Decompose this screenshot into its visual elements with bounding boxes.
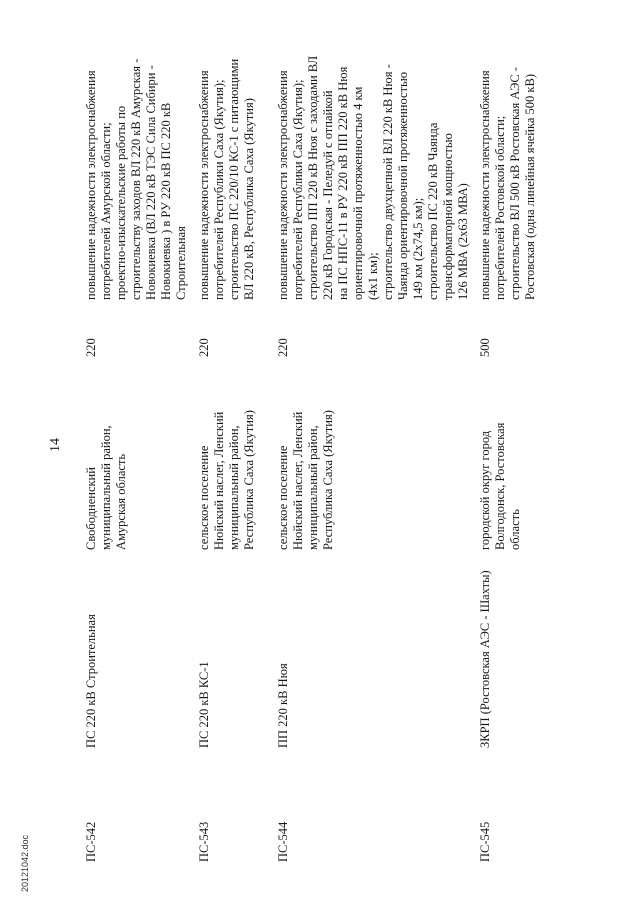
purpose-line: строительство ПС 220/10 КС-1 с питающими <box>227 58 241 300</box>
voltage-text: 220 <box>197 338 211 357</box>
location-line: сельское поселение <box>276 445 290 550</box>
row-code <box>478 822 493 862</box>
code-text: ПС-543 <box>197 821 211 862</box>
purpose-line: Ростовская (одна линейная ячейка 500 кВ) <box>523 73 537 300</box>
purpose-line: потребителей Ростовской области; <box>493 115 507 300</box>
voltage-text: 500 <box>478 338 492 357</box>
purpose-line: строительство двухцепной ВЛ 220 кВ Нюя - <box>381 64 395 300</box>
row-voltage <box>276 338 291 357</box>
name-text: ЗКРП (Ростовская АЭС - Шахты) <box>478 570 492 748</box>
location-line: Свободненский <box>84 467 98 550</box>
purpose-line: повышение надежности электроснабжения <box>478 70 492 300</box>
footer-filename: 20121042.doc <box>20 834 30 892</box>
purpose-line: 126 МВА (2х63 МВА) <box>456 183 470 300</box>
purpose-line: ориентировочной протяженностью 4 км <box>351 86 365 300</box>
purpose-line: трансформаторной мощностью <box>441 133 455 300</box>
purpose-line: строительство ПС 220 кВ Чаянда <box>426 122 440 300</box>
location-line: муниципальный район, <box>99 425 113 550</box>
row-purpose <box>478 67 538 300</box>
name-text: ПП 220 кВ Нюя <box>276 663 290 748</box>
row-code <box>276 822 291 862</box>
location-line: муниципальный район, <box>306 425 320 550</box>
purpose-line: повышение надежности электроснабжения <box>276 70 290 300</box>
purpose-line: потребителей Амурской области; <box>99 122 113 300</box>
location-line: сельское поселение <box>197 445 211 550</box>
purpose-line: строительству заходов ВЛ 220 кВ Амурская - <box>129 58 143 300</box>
row-name <box>84 614 99 748</box>
purpose-line: строительство ВЛ 500 кВ Ростовская АЭС - <box>508 67 522 300</box>
purpose-line: Строительная <box>174 226 188 300</box>
row-location <box>276 410 336 550</box>
location-line: область <box>508 509 522 550</box>
purpose-line: на ПС НПС-11 в РУ 220 кВ ПП 220 кВ Нюя <box>336 66 350 300</box>
page-number: 14 <box>48 438 63 452</box>
name-text: ПС 220 кВ Строительная <box>84 614 98 748</box>
purpose-line: потребителей Республики Саха (Якутия); <box>291 79 305 300</box>
location-line: Нюйский наслег, Ленский <box>212 411 226 550</box>
purpose-line: потребителей Республики Саха (Якутия); <box>212 79 226 300</box>
code-text: ПС-545 <box>478 821 492 862</box>
location-line: Нюйский наслег, Ленский <box>291 411 305 550</box>
voltage-text: 220 <box>84 338 98 357</box>
row-code <box>197 822 212 862</box>
row-purpose <box>276 56 471 300</box>
row-voltage <box>478 338 493 357</box>
location-line: Волгодонск, Ростовская <box>493 422 507 550</box>
row-voltage <box>197 338 212 357</box>
code-text: ПС-542 <box>84 821 98 862</box>
row-location <box>84 425 129 550</box>
row-name <box>276 663 291 748</box>
purpose-line: 220 кВ Городская - Пеледуй с отпайкой <box>321 90 335 300</box>
location-line: Республика Саха (Якутия) <box>321 410 335 550</box>
purpose-line: Новокиевка (ВЛ 220 кВ ТЭС Сила Сибири - <box>144 65 158 300</box>
purpose-line: 149 км (2х74,5 км); <box>411 197 425 300</box>
row-name <box>197 661 212 748</box>
row-voltage <box>84 338 99 357</box>
row-purpose <box>197 59 257 300</box>
location-line: Амурская область <box>114 453 128 550</box>
row-location <box>478 423 523 550</box>
purpose-line: Новокиевка ) в РУ 220 кВ ПС 220 кВ <box>159 102 173 300</box>
row-purpose <box>84 59 189 300</box>
row-name <box>478 570 493 748</box>
row-location <box>197 410 257 550</box>
row-code <box>84 822 99 862</box>
purpose-line: ВЛ 220 кВ, Республика Саха (Якутия) <box>242 98 256 300</box>
purpose-line: повышение надежности электроснабжения <box>84 70 98 300</box>
location-line: Республика Саха (Якутия) <box>242 410 256 550</box>
purpose-line: строительство ПП 220 кВ Нюя с заходами ВЛ <box>306 55 320 300</box>
location-line: городской округ город <box>478 430 492 550</box>
purpose-line: проектно-изыскательские работы по <box>114 105 128 300</box>
voltage-text: 220 <box>276 338 290 357</box>
code-text: ПС-544 <box>276 821 290 862</box>
purpose-line: Чаянда ориентировочной протяженностью <box>396 71 410 300</box>
location-line: муниципальный район, <box>227 425 241 550</box>
purpose-line: (4х1 км); <box>366 252 380 300</box>
name-text: ПС 220 кВ КС-1 <box>197 661 211 748</box>
purpose-line: повышение надежности электроснабжения <box>197 70 211 300</box>
